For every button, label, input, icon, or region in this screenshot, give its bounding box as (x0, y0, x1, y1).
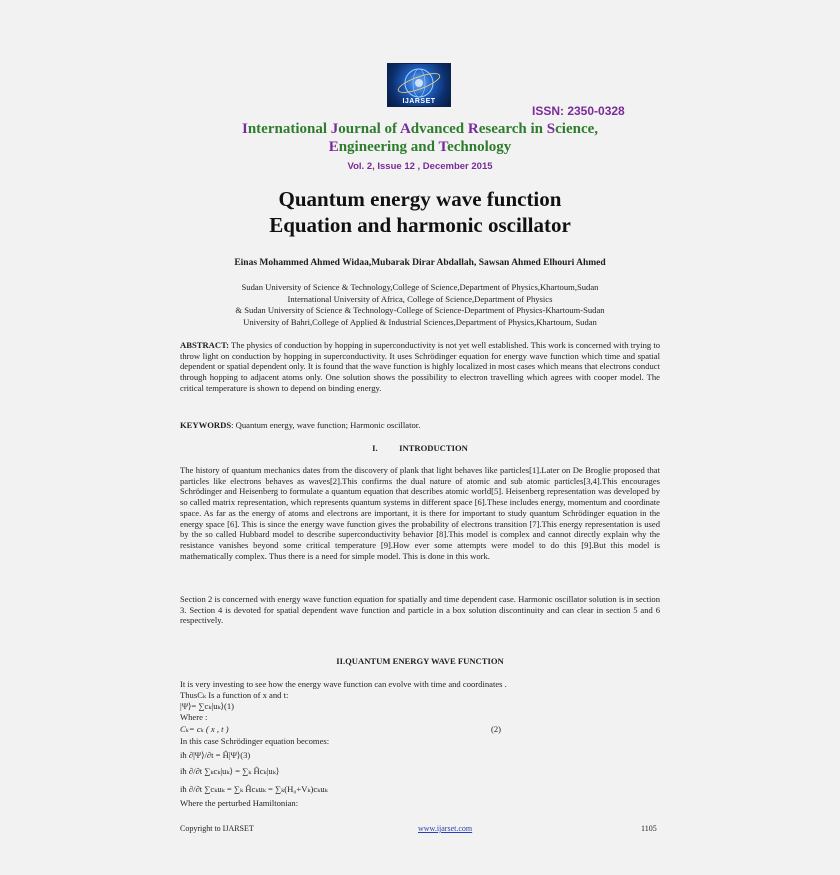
intro-paragraph-2: Section 2 is concerned with energy wave function equation for spatially and time dependent case. Harmonic oscillator solution is in section 3. Section 4 is devoted for spatial dependent wave function and particle in a box solution discontinuity and can clear in section 5 and 6 respectively. (180, 594, 660, 626)
keywords (180, 420, 660, 431)
keywords-label: KEYWORDS (180, 420, 232, 430)
equation-2-number: (2) (491, 724, 502, 734)
abstract (180, 340, 660, 394)
s2-line-hamiltonian: Where the perturbed Hamiltonian: (180, 798, 299, 808)
section-heading-quantum-energy: II.QUANTUM ENERGY WAVE FUNCTION (336, 656, 504, 666)
affiliation-4: University of Bahri,College of Applied & Industrial Sciences,Department of Physics,Khartoum, Sudan (243, 316, 597, 327)
footer-website-link[interactable]: www.ijarset.com (418, 824, 473, 833)
paper-title-line1: Quantum energy wave function (278, 187, 562, 211)
logo-text: IJARSET (402, 98, 436, 105)
affiliation-2: International University of Africa, College of Science,Department of Physics (287, 293, 553, 304)
intro-paragraph-1: The history of quantum mechanics dates from the discovery of plank that light behaves like particles[1].Later on De Broglie proposed that particles like electrons behaves as waves[2].This confirms the dual nature of atomic and sub atomic particles[3,4].This encourages Schrödinger and Heisenberg to formulate a quantum equation that describes atomic world[5]. Heisenberg representation was developed by so called matrix representation, which represents quantum systems in different space [6].These includes energy, momentum and coordinate space. As far as the energy of atoms and electrons are important, it is there for important to study quantum Schrödinger equation in the energy space [6]. This is since the energy wave function gives the probability of electrons transition [7].This energy representation is used by the so called Hubbard model to describe superconductivity behavior [8].This model is complex and cannot directly explain why the resistance vanishes beyond some critical temperature [9].How ever some attempts were model to do this [9].But this model is mathematically complex. Thus there is a need for simple model. This is done in this work. (180, 465, 660, 561)
section-heading-introduction: I. INTRODUCTION (372, 443, 468, 453)
s2-line-1: It is very investing to see how the energy wave function can evolve with time and coordinates . (180, 679, 507, 689)
equation-3: iħ ∂|Ψ⟩/∂t = Ĥ|Ψ⟩(3) (180, 750, 251, 760)
equation-4: iħ ∂/∂t ∑ₖcₖ|uₖ⟩ = ∑ₖ Ĥcₖ|uₖ⟩ (180, 766, 280, 776)
keywords-text: : Quantum energy, wave function; Harmonic oscillator. (231, 420, 421, 430)
affiliation-1: Sudan University of Science & Technology,College of Science,Department of Physics,Khartoum,Sudan (241, 282, 599, 292)
equation-2: Cₖ= cₖ ( x , t ) (180, 724, 229, 734)
authors: Einas Mohammed Ahmed Widaa,Mubarak Dirar Abdallah, Sawsan Ahmed Elhouri Ahmed (234, 258, 606, 268)
abstract-text: The physics of conduction by hopping in superconductivity is not yet well established. This work is concerned with trying to throw light on conduction by hopping in superconductivity. It uses Schrödinger equation for energy wave function which time and spatial dependent or spatial dependent only. It is found that the wave function is highly localized in most cases which means that electrons conduct through hopping to adjacent atoms only. One solution shows the possibility to electron travelling which agrees with cooper model. The critical temperature is shown to depend on binding energy. (180, 340, 661, 393)
equation-5: iħ ∂/∂t ∑cₖuₖ = ∑ₖ Ĥcₖuₖ = ∑ₖ(H₀+Vₖ)cₖuₖ (180, 784, 328, 794)
s2-line-where: Where : (180, 712, 208, 722)
s2-line-2: ThusCₖ Is a function of x and t: (180, 690, 289, 700)
equation-1: |Ψ⟩= ∑cₖ|uₖ⟩(1) (180, 701, 235, 711)
footer-copyright: Copyright to IJARSET (180, 824, 254, 833)
journal-logo (387, 63, 451, 107)
s2-line-schrodinger: In this case Schrödinger equation becomes: (180, 736, 330, 746)
issn: ISSN: 2350-0328 (532, 104, 625, 118)
abstract-label: ABSTRACT: (180, 340, 230, 350)
footer-page-number: 1105 (641, 824, 657, 833)
volume-issue: Vol. 2, Issue 12 , December 2015 (347, 161, 493, 172)
paper-title-line2: Equation and harmonic oscillator (269, 213, 571, 237)
journal-name-line1: International Journal of Advanced Research in Science, (241, 121, 599, 137)
journal-name-line2: Engineering and Technology (328, 139, 512, 155)
affiliation-3: & Sudan University of Science & Technology-College of Science-Department of Physics-Khartoum-Sudan (235, 305, 605, 315)
